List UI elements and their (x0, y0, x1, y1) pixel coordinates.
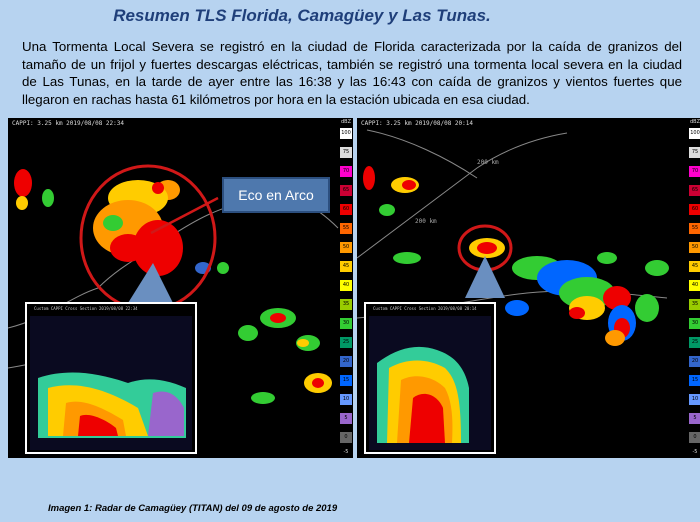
page-title: Resumen TLS Florida, Camagüey y Las Tunas. (113, 6, 491, 25)
inset-header-las-tunas: Custom CAPPI Cross Section 2019/08/08 20:14 (373, 306, 477, 311)
radar-image-florida (8, 118, 353, 458)
dbz-scale-right: dBZ 100 75 70 65 60 55 50 45 40 35 30 25 20 15 10 5 0 -5 (689, 119, 700, 455)
radar-image-las-tunas (357, 118, 700, 458)
image-caption: Imagen 1: Radar de Camagüey (TITAN) del 09 de agosto de 2019 (48, 503, 338, 514)
radar-header-florida: CAPPI: 3.25 km 2019/08/08 22:34 (12, 120, 124, 127)
svg-text:200 km: 200 km (477, 159, 499, 166)
dbz-scale-left: dBZ 100 75 70 65 60 55 50 45 40 35 30 25 20 15 10 5 0 -5 (340, 119, 352, 455)
summary-paragraph: Una Tormenta Local Severa se registró en la ciudad de Florida caracterizada por la caída de granizos del tamaño de un frijol y fuertes descargas eléctricas, también se registró una tormenta local severa en la ciudad de Las Tunas, en la tarde de ayer entre las 16:38 y las 16:43 con caída de granizos y vientos fuertes que llegaron en rachas hasta 61 kilómetros por hora en la estación ubicada en esa ciudad. (22, 39, 682, 107)
svg-text:200 km: 200 km (415, 218, 437, 225)
radar-header-las-tunas: CAPPI: 3.25 km 2019/08/08 20:14 (361, 120, 473, 127)
inset-header-florida: Custom CAPPI Cross Section 2019/08/08 22:34 (34, 306, 138, 311)
eco-en-arco-label: Eco en Arco (222, 177, 330, 213)
